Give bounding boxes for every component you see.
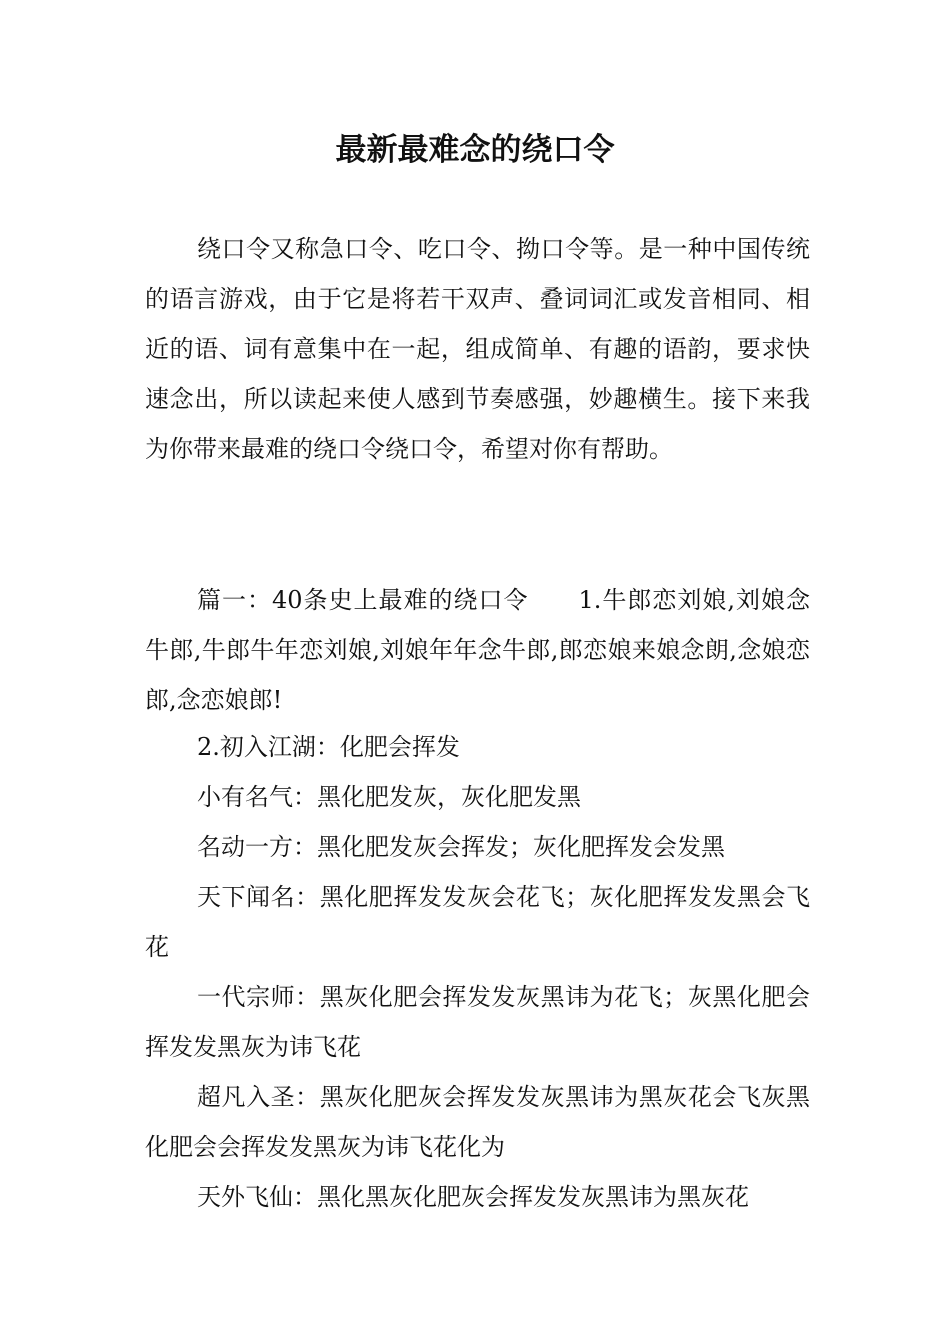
- level-paragraph: 一代宗师：黑灰化肥会挥发发灰黑讳为花飞；灰黑化肥会挥发发黑灰为讳飞花: [145, 983, 810, 1061]
- intro-paragraph: 绕口令又称急口令、吃口令、拗口令等。是一种中国传统的语言游戏，由于它是将若干双声、叠词词汇或发音相同、相近的语、词有意集中在一起，组成简单、有趣的语韵，要求快速念出，所以读起来使人感到节奏感强，妙趣横生。接下来我为你带来最难的绕口令绕口令，希望对你有帮助。: [145, 235, 810, 463]
- tongue-twister-1-paragraph: 篇一：40条史上最难的绕口令 1.牛郎恋刘娘,刘娘念牛郎,牛郎牛年恋刘娘,刘娘年年念牛郎,郎恋娘来娘念朗,念娘恋郎,念恋娘郎!: [145, 586, 810, 714]
- level-paragraph: 小有名气：黑化肥发灰，灰化肥发黑: [197, 783, 581, 811]
- level-paragraph: 名动一方：黑化肥发灰会挥发；灰化肥挥发会发黑: [197, 833, 725, 861]
- level-paragraph: 超凡入圣：黑灰化肥灰会挥发发灰黑讳为黑灰花会飞灰黑化肥会会挥发发黑灰为讳飞花化为: [145, 1083, 810, 1161]
- tongue-twister-2-heading: 2.初入江湖：化肥会挥发: [197, 733, 460, 761]
- document-title: 最新最难念的绕口令: [335, 132, 615, 168]
- level-paragraph: 天外飞仙：黑化黑灰化肥灰会挥发发灰黑讳为黑灰花: [197, 1183, 749, 1211]
- level-paragraph: 天下闻名：黑化肥挥发发灰会花飞；灰化肥挥发发黑会飞花: [145, 883, 810, 961]
